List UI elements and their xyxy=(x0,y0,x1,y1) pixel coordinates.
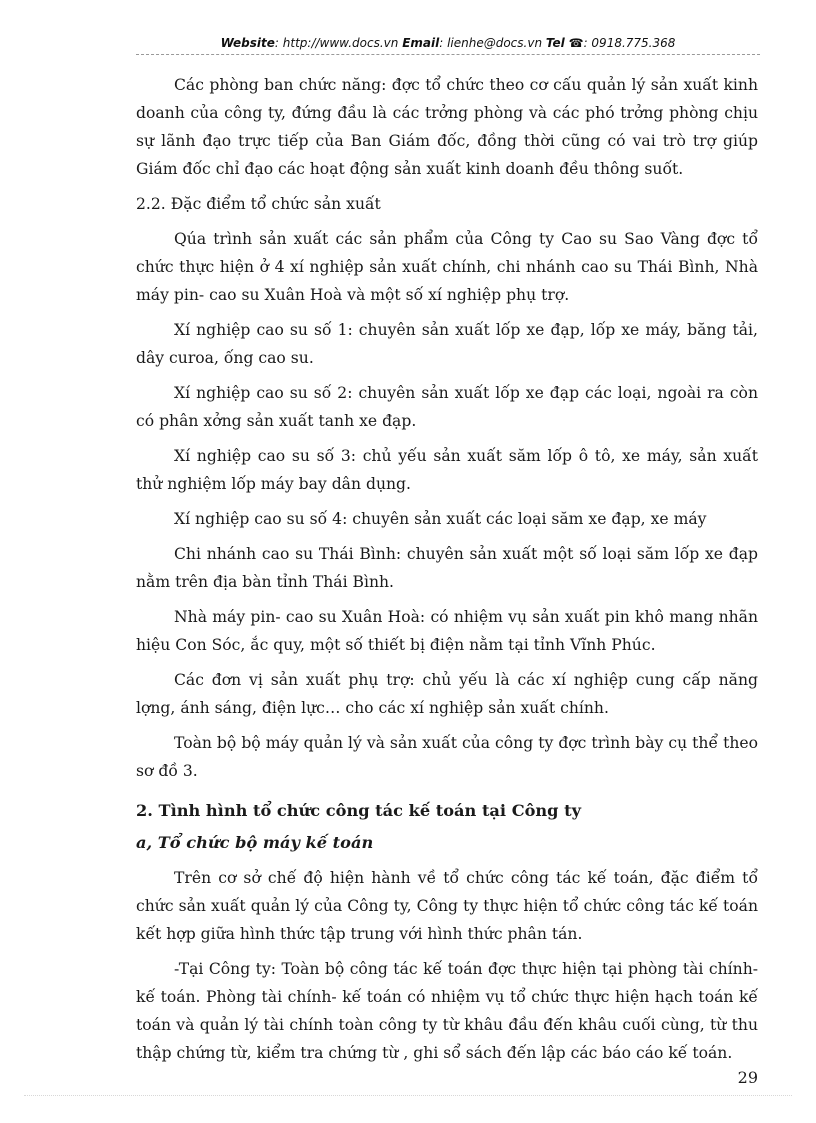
paragraph: Qúa trình sản xuất các sản phẩm của Công ty Cao su Sao Vàng đợc tổ chức thực hiện ở 4 xí nghiệp sản xuất chính, chi nhánh cao su Thái Bình, Nhà máy pin- cao su Xuân Hoà và một số xí nghiệp phụ trợ. xyxy=(136,230,758,304)
website-label: Website xyxy=(220,36,275,50)
paragraph: Chi nhánh cao su Thái Bình: chuyên sản xuất một số loại săm lốp xe đạp nằm trên địa bàn tỉnh Thái Bình. xyxy=(136,545,758,591)
document-body xyxy=(136,71,758,1067)
website-value: : http://www.docs.vn xyxy=(274,36,399,50)
paragraph: Xí nghiệp cao su số 3: chủ yếu sản xuất săm lốp ô tô, xe máy, sản xuất thử nghiệm lốp máy bay dân dụng. xyxy=(136,447,758,493)
section-heading-2-2: 2.2. Đặc điểm tổ chức sản xuất xyxy=(136,195,381,213)
paragraph: Xí nghiệp cao su số 2: chuyên sản xuất lốp xe đạp các loại, ngoài ra còn có phân xởng sản xuất tanh xe đạp. xyxy=(136,384,758,430)
paragraph: Các đơn vị sản xuất phụ trợ: chủ yếu là các xí nghiệp cung cấp năng lợng, ánh sáng, điện lực… cho các xí nghiệp sản xuất chính. xyxy=(136,671,758,717)
page-header xyxy=(136,36,760,55)
email-value: : lienhe@docs.vn xyxy=(439,36,543,50)
page-number: 29 xyxy=(737,1068,758,1087)
subsection-heading-a: a, Tổ chức bộ máy kế toán xyxy=(136,833,374,852)
email-label: Email xyxy=(402,36,440,50)
paragraph: -Tại Công ty: Toàn bộ công tác kế toán đợc thực hiện tại phòng tài chính- kế toán. Phòng tài chính- kế toán có nhiệm vụ tổ chức thực hiện hạch toán kế toán và quản lý tài chính toàn công ty từ khâu đầu đến khâu cuối cùng, từ thu thập chứng từ, kiểm tra chứng từ , ghi sổ sách đến lập các báo cáo kế toán. xyxy=(136,960,758,1062)
paragraph: Xí nghiệp cao su số 1: chuyên sản xuất lốp xe đạp, lốp xe máy, băng tải, dây curoa, ống cao su. xyxy=(136,321,758,367)
footer-divider xyxy=(24,1095,792,1096)
paragraph: Toàn bộ bộ máy quản lý và sản xuất của công ty đợc trình bày cụ thể theo sơ đồ 3. xyxy=(136,734,758,780)
tel-value: : 0918.775.368 xyxy=(583,36,676,50)
phone-icon: ☎ xyxy=(568,36,584,50)
paragraph: Xí nghiệp cao su số 4: chuyên sản xuất các loại săm xe đạp, xe máy xyxy=(174,510,707,528)
paragraph: Các phòng ban chức năng: đợc tổ chức theo cơ cấu quản lý sản xuất kinh doanh của công ty, đứng đầu là các trởng phòng và các phó trởng phòng chịu sự lãnh đạo trực tiếp của Ban Giám đốc, đồng thời cũng có vai trò trợ giúp Giám đốc chỉ đạo các hoạt động sản xuất kinh doanh đều thông suốt. xyxy=(136,76,758,178)
section-heading-2: 2. Tình hình tổ chức công tác kế toán tại Công ty xyxy=(136,801,581,820)
paragraph: Trên cơ sở chế độ hiện hành về tổ chức công tác kế toán, đặc điểm tổ chức sản xuất quản lý của Công ty, Công ty thực hiện tổ chức công tác kế toán kết hợp giữa hình thức tập trung với hình thức phân tán. xyxy=(136,869,758,943)
paragraph: Nhà máy pin- cao su Xuân Hoà: có nhiệm vụ sản xuất pin khô mang nhãn hiệu Con Sóc, ắc quy, một số thiết bị điện nằm tại tỉnh Vĩnh Phúc. xyxy=(136,608,758,654)
tel-label: Tel xyxy=(545,36,565,50)
